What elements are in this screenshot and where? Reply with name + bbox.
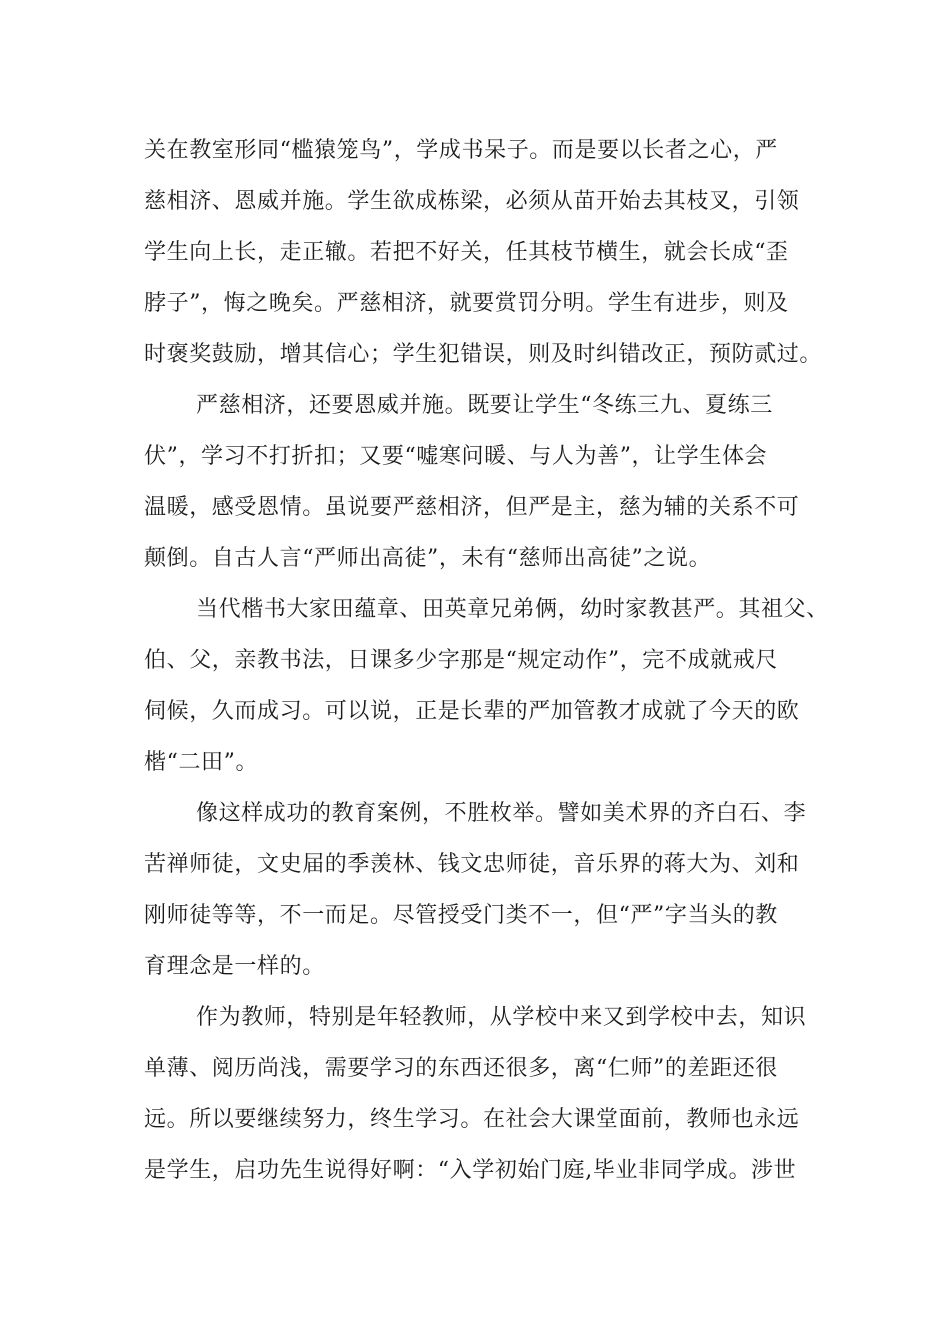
body-text-line: 伺候，久而成习。可以说，正是长辈的严加管教才成就了今天的欧 xyxy=(144,699,800,724)
paragraph-first-line: 当代楷书大家田蕴章、田英章兄弟俩，幼时家教甚严。其祖父、 xyxy=(196,597,829,622)
body-text-line: 慈相济、恩威并施。学生欲成栋梁，必须从苗开始去其枝叉，引领 xyxy=(144,189,800,214)
body-text-line: 时褒奖鼓励，增其信心；学生犯错误，则及时纠错改正，预防贰过。 xyxy=(144,342,823,367)
body-text-line: 是学生，启功先生说得好啊：“入学初始门庭,毕业非同学成。涉世 xyxy=(144,1158,797,1183)
body-text-line: 苦禅师徒，文史届的季羡林、钱文忠师徒，音乐界的蒋大为、刘和 xyxy=(144,852,800,877)
body-text-line: 学生向上长，走正辙。若把不好关，任其枝节横生，就会长成“歪 xyxy=(144,240,789,265)
body-text-line: 脖子”，悔之晚矣。严慈相济，就要赏罚分明。学生有进步，则及 xyxy=(144,291,789,316)
body-text-line: 伏”，学习不打折扣；又要“嘘寒问暖、与人为善”，让学生体会 xyxy=(144,444,768,469)
body-text-line: 温暖，感受恩情。虽说要严慈相济，但严是主，慈为辅的关系不可 xyxy=(144,495,800,520)
paragraph-first-line: 像这样成功的教育案例，不胜枚举。譬如美术界的齐白石、李 xyxy=(196,801,807,826)
body-text-line: 伯、父，亲教书法，日课多少字那是“规定动作”，完不成就戒尺 xyxy=(144,648,778,673)
paragraph-first-line: 作为教师，特别是年轻教师，从学校中来又到学校中去，知识 xyxy=(196,1005,807,1030)
body-text-line: 颠倒。自古人言“严师出高徒”，未有“慈师出高徒”之说。 xyxy=(144,546,712,571)
body-text-line: 育理念是一样的。 xyxy=(144,954,325,979)
paragraph-first-line: 严慈相济，还要恩威并施。既要让学生“冬练三九、夏练三 xyxy=(196,393,773,418)
body-text-line: 远。所以要继续努力，终生学习。在社会大课堂面前，教师也永远 xyxy=(144,1107,800,1132)
body-text-line: 刚师徒等等，不一而足。尽管授受门类不一，但“严”字当头的教 xyxy=(144,903,778,928)
body-text-line: 单薄、阅历尚浅，需要学习的东西还很多，离“仁师”的差距还很 xyxy=(144,1056,778,1081)
body-text-line: 楷“二田”。 xyxy=(144,750,259,775)
body-text-line: 关在教室形同“槛猿笼鸟”，学成书呆子。而是要以长者之心，严 xyxy=(144,138,778,163)
